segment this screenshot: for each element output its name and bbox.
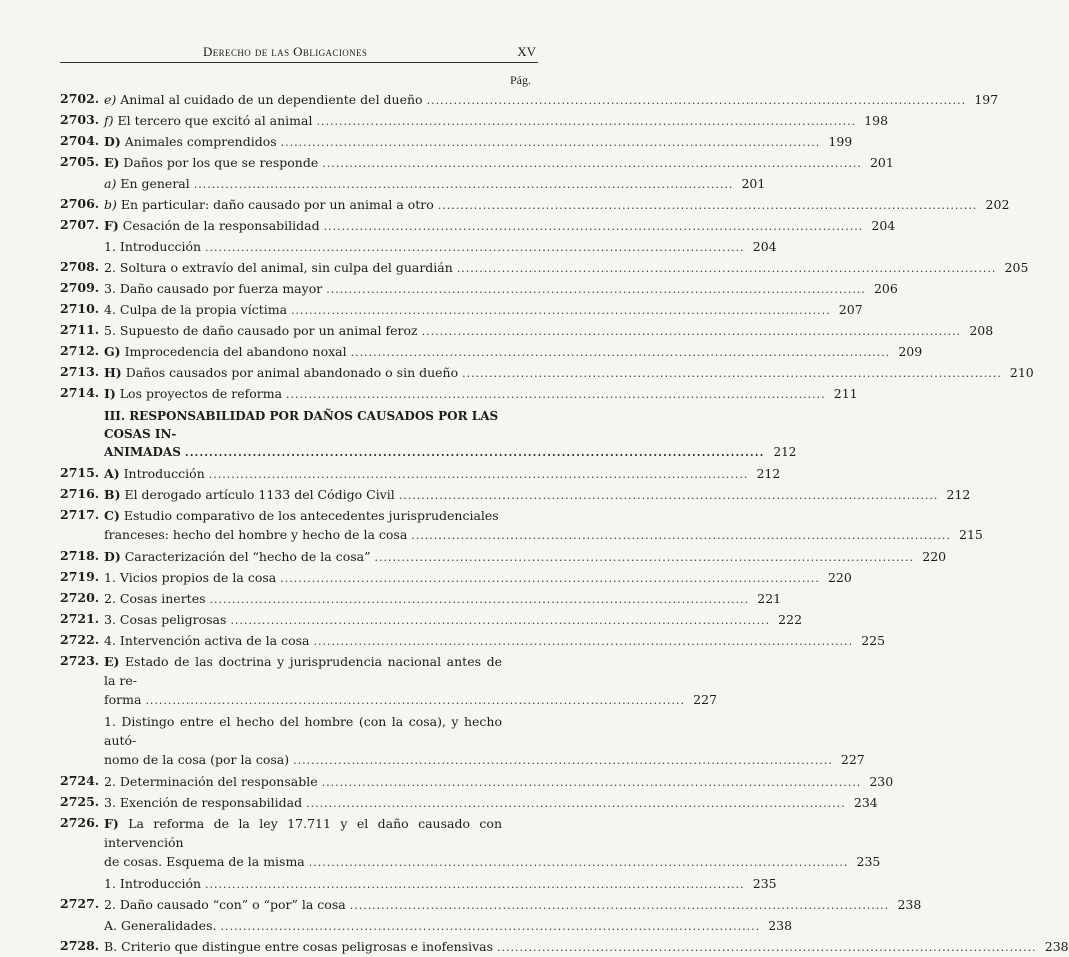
entry-body	[104, 298, 863, 320]
leader-dots: ........................................................................................................................	[205, 878, 745, 891]
leader-dots: ........................................................................................................................	[316, 115, 857, 128]
entry-text-line2: forma	[104, 692, 142, 707]
entry-page: 238	[1044, 939, 1069, 954]
entry-body	[104, 608, 803, 630]
leader-dots: ........................................................................................................................	[308, 856, 849, 869]
toc-entry	[0, 319, 994, 340]
entry-number: 2709.	[60, 280, 100, 295]
entry-body	[104, 151, 894, 173]
leader-dots: ........................................................................................................................	[462, 367, 1002, 380]
entry-line	[104, 793, 878, 813]
leader-dots: ........................................................................................................................	[220, 920, 761, 933]
toc-entry	[0, 504, 983, 545]
entry-body	[104, 893, 922, 915]
entry-number: 2707.	[60, 217, 100, 232]
entry-line	[104, 384, 858, 404]
entry-body	[104, 812, 881, 872]
entry-text: f) El tercero que excitó al animal	[104, 113, 313, 128]
entry-text: 4. Intervención activa de la cosa	[104, 633, 310, 648]
entry-line	[104, 750, 865, 770]
entry-page: 227	[693, 692, 718, 707]
entry-page: 227	[840, 752, 865, 767]
entry-page: 238	[897, 897, 922, 912]
entry-page: 225	[861, 633, 886, 648]
leader-dots: ........................................................................................................................	[313, 635, 854, 648]
entry-body	[104, 109, 889, 131]
toc-entry	[0, 629, 886, 650]
entry-line	[104, 525, 983, 545]
entry-text-line2: de cosas. Esquema de la misma	[104, 854, 305, 869]
toc-entry	[0, 214, 896, 235]
running-header	[60, 44, 538, 63]
entry-number: 2727.	[60, 896, 100, 911]
entry-line	[104, 916, 793, 936]
leader-dots: ........................................................................................................................	[205, 241, 745, 254]
toc-entry	[0, 109, 889, 130]
entry-number: 2724.	[60, 773, 100, 788]
entry-line	[104, 485, 971, 505]
leader-dots: ........................................................................................................................	[208, 468, 749, 481]
toc-entry	[0, 277, 898, 298]
entry-text: 5. Supuesto de daño causado por un animal feroz	[104, 323, 418, 338]
entry-number: 2721.	[60, 611, 100, 626]
entry-text: 4. Culpa de la propia víctima	[104, 302, 288, 317]
entry-page: 202	[985, 197, 1010, 212]
entry-number: 2703.	[60, 112, 100, 127]
entry-number: 2713.	[60, 364, 100, 379]
entry-page: 211	[833, 386, 858, 401]
leader-dots: ........................................................................................................................	[184, 446, 765, 459]
entry-page: 222	[778, 612, 803, 627]
toc-entry	[0, 587, 782, 608]
leader-dots: ........................................................................................................................	[280, 572, 820, 585]
toc-entry	[0, 172, 766, 193]
entry-line	[104, 874, 777, 894]
toc-entry	[0, 340, 923, 361]
header-page-number: XV	[517, 44, 536, 59]
entry-text: 2. Soltura o extravío del animal, sin culpa del guardián	[104, 260, 453, 275]
entry-text: D) Animales comprendidos	[104, 134, 277, 149]
toc-entry	[0, 130, 853, 151]
entry-text-line1: 1. Distingo entre el hecho del hombre (con la cosa), y hecho autó-	[104, 714, 502, 748]
entry-page: 197	[974, 92, 999, 107]
entry-text: A) Introducción	[104, 466, 205, 481]
entry-page: 235	[856, 854, 881, 869]
leader-dots: ........................................................................................................................	[280, 136, 821, 149]
entry-line	[104, 237, 777, 257]
toc-entry	[0, 545, 947, 566]
entry-body	[104, 382, 858, 404]
leader-dots: ........................................................................................................................	[193, 178, 734, 191]
entry-page: 208	[969, 323, 994, 338]
entry-text: 2. Determinación del responsable	[104, 774, 318, 789]
entry-text: b) En particular: daño causado por un animal a otro	[104, 197, 434, 212]
entry-page: 212	[756, 466, 781, 481]
entry-body	[104, 319, 994, 341]
section-title-line1: III. RESPONSABILIDAD POR DAÑOS CAUSADOS POR LAS COSAS IN-	[104, 409, 499, 441]
entry-page: 201	[741, 176, 766, 191]
entry-number: 2717.	[60, 507, 100, 522]
entry-line	[104, 610, 803, 630]
section-title-line2: ANIMADAS	[104, 445, 181, 459]
entry-page: 204	[871, 218, 896, 233]
entry-line	[104, 547, 947, 567]
entry-body	[104, 629, 886, 651]
entry-line	[104, 852, 881, 872]
toc-entry	[0, 872, 777, 893]
entry-text: 3. Cosas peligrosas	[104, 612, 227, 627]
entry-page: 220	[827, 570, 852, 585]
entry-page: 201	[869, 155, 894, 170]
entry-text: G) Improcedencia del abandono noxal	[104, 344, 347, 359]
header-title: Derecho de las Obligaciones	[203, 44, 368, 59]
leader-dots: ........................................................................................................................	[421, 325, 962, 338]
entry-line	[104, 363, 1034, 383]
entry-text: D) Caracterización del “hecho de la cosa”	[104, 549, 371, 564]
leader-dots: ........................................................................................................................	[497, 941, 1037, 954]
entry-number: 2725.	[60, 794, 100, 809]
leader-dots: ........................................................................................................................	[456, 262, 997, 275]
page-column-label: Pág.	[510, 73, 531, 87]
entry-page: 207	[838, 302, 863, 317]
leader-dots: ........................................................................................................................	[349, 899, 890, 912]
entry-body	[104, 872, 777, 894]
entry-page: 209	[898, 344, 923, 359]
leader-dots: ........................................................................................................................	[437, 199, 978, 212]
entry-line	[104, 690, 718, 710]
toc-entry	[0, 462, 781, 483]
entry-page: 198	[864, 113, 889, 128]
entry-line	[104, 111, 889, 131]
entry-page: 206	[873, 281, 898, 296]
section-heading	[104, 403, 797, 462]
leader-dots: ........................................................................................................................	[321, 776, 862, 789]
entry-number: 2718.	[60, 548, 100, 563]
entry-text: 3. Daño causado por fuerza mayor	[104, 281, 323, 296]
entry-text: 2. Cosas inertes	[104, 591, 206, 606]
entry-text: 1. Introducción	[104, 239, 202, 254]
entry-number: 2726.	[60, 815, 100, 830]
entry-text-line1: C) Estudio comparativo de los antecedentes jurisprudenciales	[104, 508, 499, 523]
entry-line	[104, 772, 894, 792]
entry-line	[104, 216, 896, 236]
entry-number: 2705.	[60, 154, 100, 169]
entry-body	[104, 462, 781, 484]
leader-dots: ........................................................................................................................	[145, 694, 686, 707]
entry-number: 2728.	[60, 938, 100, 953]
toc-entry	[0, 151, 894, 172]
entry-page: 212	[946, 487, 971, 502]
entry-text: F) Cesación de la responsabilidad	[104, 218, 320, 233]
entry-number: 2711.	[60, 322, 100, 337]
toc-entry	[0, 608, 803, 629]
entry-text-line2: nomo de la cosa (por la cosa)	[104, 752, 290, 767]
entry-body	[104, 172, 766, 194]
entry-line	[104, 174, 766, 194]
entry-text: a) En general	[104, 176, 190, 191]
toc-entry	[0, 650, 718, 710]
entry-line	[104, 321, 994, 341]
entry-text: B. Criterio que distingue entre cosas peligrosas e inofensivas	[104, 939, 494, 954]
entry-body	[104, 256, 1029, 278]
entry-number: 2716.	[60, 486, 100, 501]
entry-line	[104, 937, 1069, 957]
entry-number: 2720.	[60, 590, 100, 605]
entry-number: 2714.	[60, 385, 100, 400]
toc-entry	[0, 914, 793, 935]
entry-line	[104, 258, 1029, 278]
entry-line	[104, 279, 898, 299]
section-line	[104, 443, 797, 462]
entry-body	[104, 710, 865, 770]
entry-number: 2719.	[60, 569, 100, 584]
toc-entry	[0, 382, 858, 403]
entry-text: e) Animal al cuidado de un dependiente del dueño	[104, 92, 423, 107]
leader-dots: ........................................................................................................................	[293, 754, 833, 767]
entry-page: 230	[869, 774, 894, 789]
entry-page: 204	[752, 239, 777, 254]
entry-body	[104, 277, 898, 299]
entry-body	[104, 483, 971, 505]
entry-line	[104, 895, 922, 915]
entry-text-line1: F) La reforma de la ley 17.711 y el daño causado con intervención	[104, 816, 502, 850]
entry-line	[104, 132, 853, 152]
entry-text: 1. Vicios propios de la cosa	[104, 570, 277, 585]
leader-dots: ........................................................................................................................	[209, 593, 750, 606]
toc-entry	[0, 770, 894, 791]
leader-dots: ........................................................................................................................	[426, 94, 967, 107]
entry-number: 2708.	[60, 259, 100, 274]
entry-body	[104, 650, 718, 710]
entry-body	[104, 193, 1010, 215]
entry-page: 205	[1004, 260, 1029, 275]
toc-entry	[0, 791, 878, 812]
entry-body	[104, 935, 1069, 957]
entry-page: 235	[752, 876, 777, 891]
entry-line	[104, 90, 999, 110]
leader-dots: ........................................................................................................................	[350, 346, 891, 359]
entry-page: 220	[922, 549, 947, 564]
entry-line	[104, 300, 863, 320]
toc-entry	[0, 88, 999, 109]
entry-line	[104, 464, 781, 484]
entry-body	[104, 340, 923, 362]
entry-body	[104, 214, 896, 236]
toc-entry	[0, 256, 1029, 277]
entry-line	[104, 568, 852, 588]
entry-page: 215	[959, 527, 983, 542]
entry-page: 234	[853, 795, 878, 810]
leader-dots: ........................................................................................................................	[291, 304, 831, 317]
leader-dots: ........................................................................................................................	[411, 529, 951, 542]
toc-entry	[0, 298, 863, 319]
toc-entry	[0, 483, 971, 504]
entry-number: 2715.	[60, 465, 100, 480]
entry-body	[104, 130, 853, 152]
entry-text: A. Generalidades.	[104, 918, 217, 933]
leader-dots: ........................................................................................................................	[398, 489, 939, 502]
entry-body	[104, 914, 793, 936]
leader-dots: ........................................................................................................................	[374, 551, 915, 564]
entry-body	[104, 770, 894, 792]
entry-number: 2710.	[60, 301, 100, 316]
entry-text-line2: franceses: hecho del hombre y hecho de la cosa	[104, 527, 408, 542]
toc-entry	[0, 935, 1069, 956]
entry-number: 2722.	[60, 632, 100, 647]
entry-number: 2706.	[60, 196, 100, 211]
toc-entry	[0, 235, 777, 256]
leader-dots: ........................................................................................................................	[323, 220, 864, 233]
entry-number: 2702.	[60, 91, 100, 106]
entry-text: 3. Exención de responsabilidad	[104, 795, 303, 810]
entry-text-line1: E) Estado de las doctrina y jurisprudencia nacional antes de la re-	[104, 654, 502, 688]
leader-dots: ........................................................................................................................	[306, 797, 846, 810]
entry-line	[104, 589, 782, 609]
entry-body	[104, 566, 852, 588]
entry-text: 2. Daño causado “con” o “por” la cosa	[104, 897, 346, 912]
entry-text: 1. Introducción	[104, 876, 202, 891]
entry-body	[104, 504, 983, 545]
toc-entry	[0, 361, 1034, 382]
leader-dots: ........................................................................................................................	[326, 283, 866, 296]
section-page: 212	[773, 445, 797, 459]
entry-body	[104, 88, 999, 110]
entry-text: E) Daños por los que se responde	[104, 155, 319, 170]
entry-text: I) Los proyectos de reforma	[104, 386, 283, 401]
toc-entry	[0, 710, 865, 770]
entry-number: 2704.	[60, 133, 100, 148]
toc-entry	[0, 566, 852, 587]
entry-body	[104, 587, 782, 609]
entry-text: H) Daños causados por animal abandonado o sin dueño	[104, 365, 459, 380]
entry-body	[104, 235, 777, 257]
table-of-contents	[0, 88, 1069, 956]
entry-text: B) El derogado artículo 1133 del Código Civil	[104, 487, 395, 502]
leader-dots: ........................................................................................................................	[322, 157, 862, 170]
entry-page: 238	[768, 918, 793, 933]
toc-entry	[0, 812, 881, 872]
toc-entry	[0, 893, 922, 914]
entry-body	[104, 791, 878, 813]
entry-body	[104, 545, 947, 567]
entry-number: 2712.	[60, 343, 100, 358]
entry-line	[104, 153, 894, 173]
entry-page: 199	[828, 134, 853, 149]
toc-entry	[0, 193, 1010, 214]
leader-dots: ........................................................................................................................	[230, 614, 771, 627]
entry-line	[104, 342, 923, 362]
entry-number: 2723.	[60, 653, 100, 668]
entry-page: 210	[1009, 365, 1034, 380]
entry-line	[104, 195, 1010, 215]
entry-page: 221	[757, 591, 782, 606]
entry-body	[104, 361, 1034, 383]
entry-line	[104, 631, 886, 651]
leader-dots: ........................................................................................................................	[286, 388, 826, 401]
